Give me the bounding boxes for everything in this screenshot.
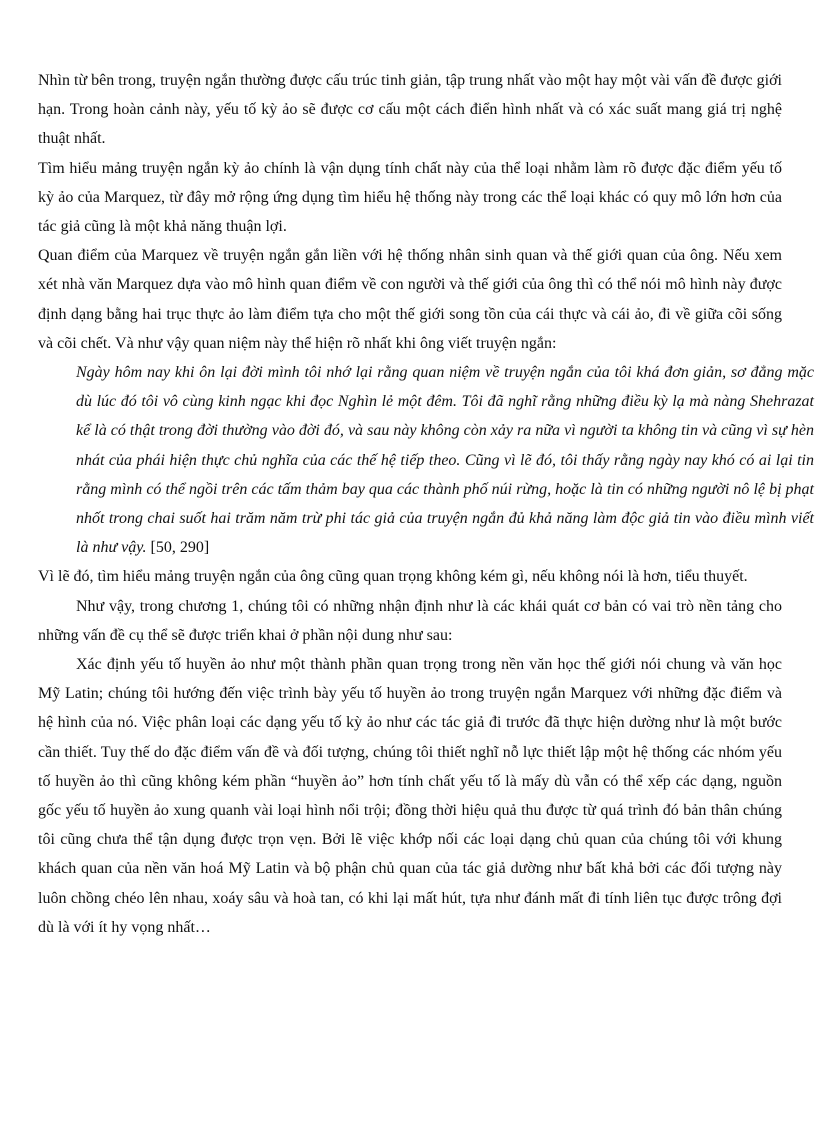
quote-text: Ngày hôm nay khi ôn lại đời mình tôi nhớ lại rằng quan niệm về truyện ngắn của tôi khá đơn giản, sơ đẳng mặc dù lúc đó tôi vô cùng kinh ngạc khi đọc Nghìn lẻ một đêm. Tôi đã nghĩ rằng những điều kỳ lạ mà nàng Shehrazat kể là có thật trong đời thường vào đời đó, và sau này không còn xảy ra nữa vì người ta không tin và cũng vì sự hèn nhát của phái hiện thực chủ nghĩa của các thế hệ tiếp theo. Cũng vì lẽ đó, tôi thấy rằng ngày nay khó có ai lại tin rằng mình có thể ngồi trên các tấm thảm bay qua các thành phố núi rừng, hoặc là tin có những người nô lệ bị phạt nhốt trong chai suốt hai trăm năm trừ phi tác giả của truyện ngắn đủ khả năng làm độc giả tin vào điều mình viết là như vậy. <box>76 364 814 557</box>
paragraph-viewpoint: Quan điểm của Marquez về truyện ngắn gắn liền với hệ thống nhân sinh quan và thế giới quan của ông. Nếu xem xét nhà văn Marquez dựa vào mô hình quan điểm về con người và thế giới của ông thì có thể nói mô hình này được định dạng bằng hai trục thực ảo làm điểm tựa cho một thế giới song tồn của cái thực và cái ảo, đi về giữa cõi sống và cõi chết. Và như vậy quan niệm này thể hiện rõ nhất khi ông viết truyện ngắn: <box>38 247 782 352</box>
paragraph-summary-body: Xác định yếu tố huyền ảo như một thành phần quan trọng trong nền văn học thế giới nói chung và văn học Mỹ Latin; chúng tôi hướng đến việc trình bày yếu tố huyền ảo trong truyện ngắn Marquez với những đặc điểm và hệ hình của nó. Việc phân loại các dạng yếu tố kỳ ảo như các tác giả đi trước đã thực hiện dường như là một bước cần thiết. Tuy thế do đặc điểm vấn đề và đối tượng, chúng tôi thiết nghĩ nỗ lực thiết lập một hệ thống các nhóm yếu tố huyền ảo thì cũng không kém phần “huyền ảo” hơn tính chất yếu tố là mấy dù vẫn có thể xếp các dạng, nguồn gốc yếu tố huyền ảo xung quanh vài loại hình nổi trội; đồng thời hiệu quả thu được từ quá trình đó bản thân chúng tôi cũng chưa thể tận dụng được trọn vẹn. Bởi lẽ việc khớp nối các loại dạng chủ quan của chúng tôi với khung khách quan của nền văn hoá Mỹ Latin và bộ phận chủ quan của tác giả dường như bất khả bởi các đối tượng này luôn chồng chéo lên nhau, xoáy sâu và hoà tan, có khi lại mất hút, tựa như đánh mất đi tính liên tục được trông đợi dù là với ít hy vọng nhất… <box>38 656 782 936</box>
paragraph-purpose: Tìm hiểu mảng truyện ngắn kỳ ảo chính là vận dụng tính chất này của thể loại nhằm làm rõ được đặc điểm yếu tố kỳ ảo của Marquez, từ đây mở rộng ứng dụng tìm hiểu hệ thống này trong các thể loại khác có quy mô lớn hơn của tác giả cũng là một khả năng thuận lợi. <box>38 159 782 236</box>
paragraph-summary-intro: Như vậy, trong chương 1, chúng tôi có những nhận định như là các khái quát cơ bản có vai trò nền tảng cho những vấn đề cụ thể sẽ được triển khai ở phần nội dung như sau: <box>38 597 782 644</box>
paragraph-after-quote: Vì lẽ đó, tìm hiểu mảng truyện ngắn của ông cũng quan trọng không kém gì, nếu không nói là hơn, tiểu thuyết. <box>38 568 748 586</box>
quote-citation: [50, 290] <box>146 539 210 557</box>
block-quote <box>76 358 814 562</box>
paragraph-structure: Nhìn từ bên trong, truyện ngắn thường được cấu trúc tinh giản, tập trung nhất vào một hay một vài vấn đề được giới hạn. Trong hoàn cảnh này, yếu tố kỳ ảo sẽ được cơ cấu một cách điển hình nhất và có xác suất mang giá trị nghệ thuật nhất. <box>38 72 782 148</box>
document-page <box>38 66 814 942</box>
